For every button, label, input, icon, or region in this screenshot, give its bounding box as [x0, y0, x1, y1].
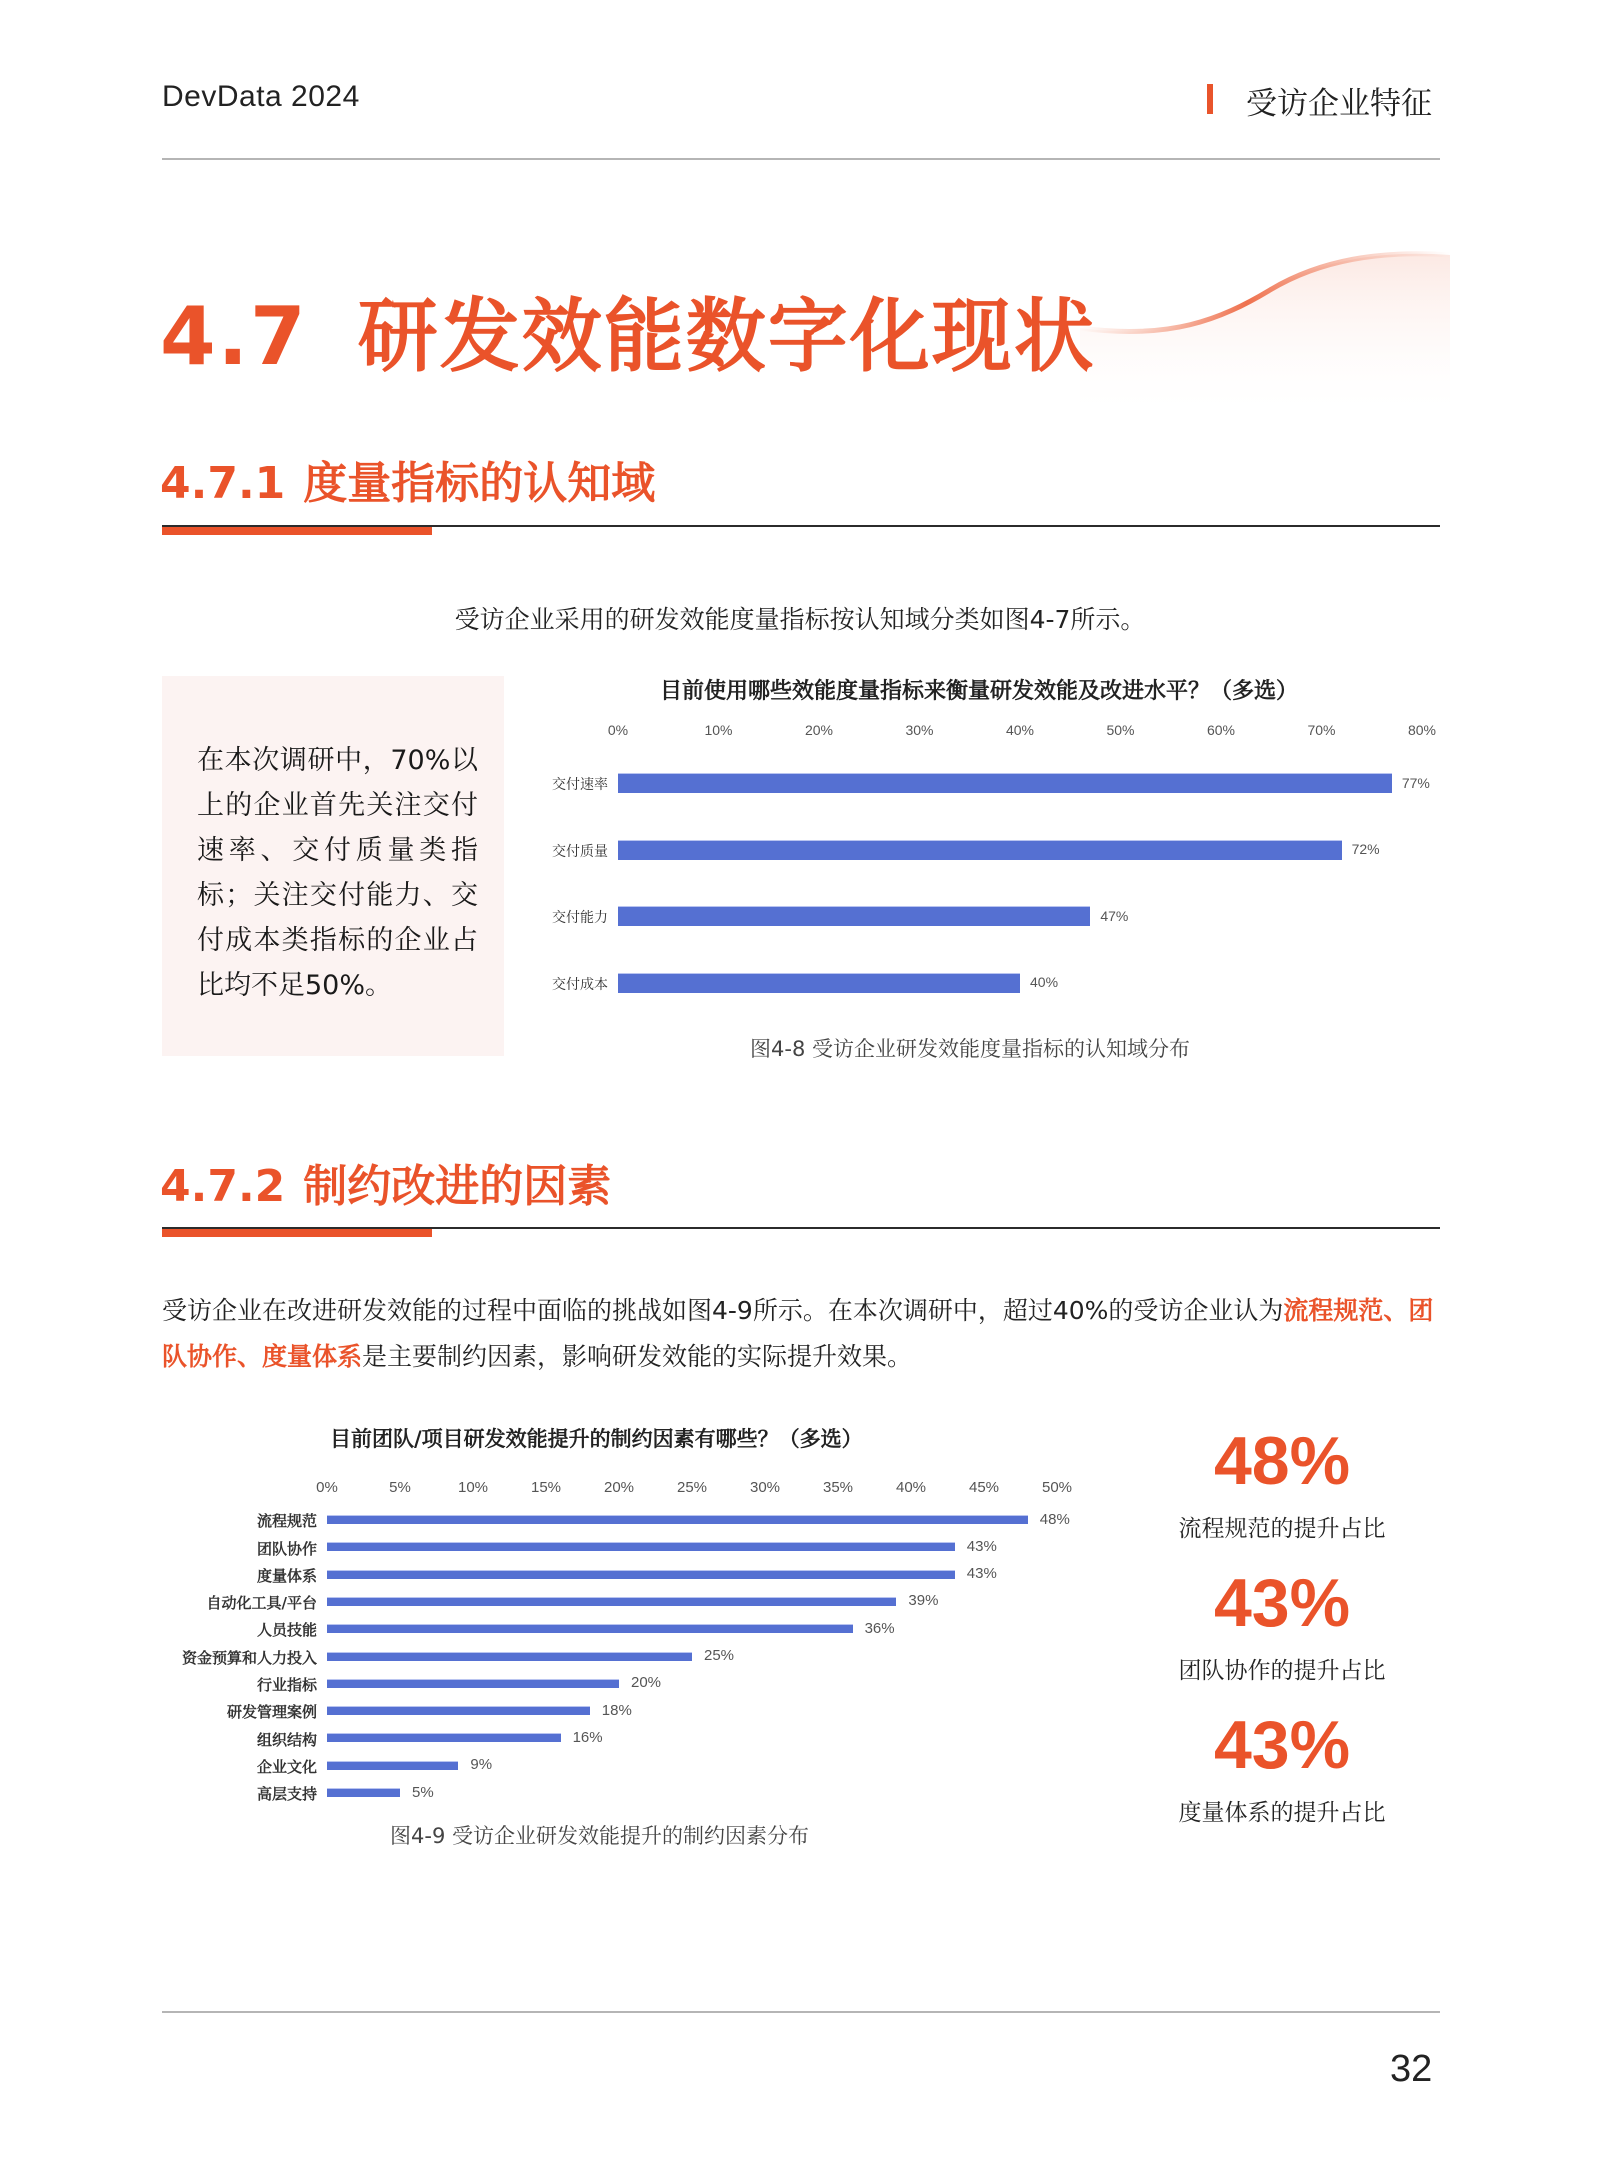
stat-label-metrics: 度量体系的提升占比	[1178, 1800, 1386, 1826]
value-label: 47%	[1100, 907, 1129, 924]
value-label: 18%	[601, 1701, 632, 1719]
bar	[327, 1788, 400, 1797]
value-label: 5%	[412, 1783, 434, 1801]
stat-value-process: 48%	[1213, 1423, 1351, 1499]
bar	[618, 773, 1392, 793]
x-axis-tick: 35%	[822, 1479, 854, 1496]
footer-divider	[162, 2011, 1440, 2013]
bar	[618, 906, 1090, 926]
x-axis-tick: 70%	[1307, 722, 1336, 738]
x-axis-tick: 10%	[704, 722, 733, 738]
section-2-accent-bar	[162, 1229, 432, 1237]
section-2-paragraph	[162, 1288, 1446, 1380]
section-heading-1	[160, 447, 655, 511]
section-heading-1-number: 4.7.1	[160, 458, 286, 509]
x-axis-tick: 40%	[895, 1479, 927, 1496]
bar	[327, 1515, 1028, 1524]
section-1-intro: 受访企业采用的研发效能度量指标按认知域分类如图4-7所示。	[454, 605, 1146, 634]
section-marker-bar	[1207, 84, 1213, 114]
stat-label-process: 流程规范的提升占比	[1178, 1516, 1386, 1542]
stat-value-metrics: 43%	[1213, 1707, 1351, 1783]
category-label: 高层支持	[256, 1785, 317, 1804]
value-label: 48%	[1039, 1510, 1070, 1528]
section-1-accent-bar	[162, 527, 432, 535]
category-label: 团队协作	[256, 1539, 317, 1558]
value-label: 43%	[966, 1537, 997, 1555]
x-axis-tick: 60%	[1206, 722, 1236, 738]
x-axis-tick: 40%	[1005, 722, 1035, 738]
report-brand: DevData 2024	[162, 80, 360, 113]
bar	[327, 1733, 561, 1742]
category-label: 自动化工具/平台	[206, 1594, 317, 1613]
page-title	[160, 272, 1096, 387]
category-label: 企业文化	[256, 1757, 317, 1776]
category-label: 研发管理案例	[226, 1703, 317, 1722]
bar	[327, 1597, 896, 1606]
value-label: 36%	[864, 1619, 895, 1637]
section-heading-2-number: 4.7.2	[160, 1161, 286, 1212]
bar	[618, 840, 1342, 860]
stat-label-team: 团队协作的提升占比	[1178, 1658, 1386, 1684]
section-heading-1-text: 度量指标的认知域	[303, 458, 656, 509]
decorative-swoosh-icon	[1060, 230, 1480, 430]
value-label: 72%	[1351, 841, 1380, 858]
value-label: 43%	[966, 1565, 997, 1583]
value-label: 9%	[470, 1756, 493, 1774]
bar	[327, 1570, 955, 1579]
x-axis-tick: 25%	[676, 1479, 708, 1496]
x-axis-tick: 20%	[804, 722, 834, 738]
bar	[327, 1652, 692, 1661]
category-label: 度量体系	[256, 1566, 317, 1585]
category-label: 交付质量	[552, 843, 608, 860]
running-section-title: 受访企业特征	[1246, 86, 1432, 122]
page-title-text: 研发效能数字化现状	[357, 290, 1096, 383]
bar	[327, 1542, 955, 1551]
x-axis-tick: 30%	[749, 1479, 781, 1496]
category-label: 交付成本	[552, 976, 608, 993]
bar	[327, 1761, 458, 1770]
x-axis-tick: 50%	[1041, 1479, 1073, 1496]
value-label: 25%	[704, 1647, 735, 1664]
category-label: 人员技能	[256, 1621, 317, 1640]
category-label: 交付能力	[552, 910, 608, 927]
x-axis-tick: 30%	[905, 722, 934, 738]
x-axis-tick: 0%	[316, 1479, 338, 1496]
x-axis-tick: 5%	[389, 1479, 411, 1496]
chart-2-caption: 图4-9 受访企业研发效能提升的制约因素分布	[390, 1824, 809, 1848]
stat-value-team: 43%	[1213, 1565, 1351, 1641]
chart-2-title: 目前团队/项目研发效能提升的制约因素有哪些？（多选）	[330, 1427, 863, 1451]
page-number: 32	[1390, 2048, 1433, 2090]
value-label: 20%	[631, 1674, 662, 1692]
bar	[327, 1624, 853, 1633]
bar	[618, 973, 1020, 993]
x-axis-tick: 80%	[1407, 722, 1437, 738]
bar	[327, 1679, 619, 1688]
x-axis-tick: 10%	[457, 1479, 489, 1496]
x-axis-tick: 45%	[968, 1479, 1000, 1496]
bar	[327, 1706, 590, 1715]
value-label: 16%	[572, 1728, 603, 1746]
paragraph-text-start: 受访企业在改进研发效能的过程中面临的挑战如图4-9所示。在本次调研中，超过40%的受访企业认为	[162, 1296, 1284, 1325]
category-label: 交付速率	[552, 777, 608, 794]
category-label: 流程规范	[256, 1512, 317, 1531]
category-label: 组织结构	[256, 1730, 317, 1749]
x-axis-tick: 20%	[603, 1479, 635, 1496]
value-label: 39%	[908, 1592, 939, 1610]
chart-1-caption: 图4-8 受访企业研发效能度量指标的认知域分布	[750, 1037, 1190, 1061]
x-axis-tick: 50%	[1106, 722, 1135, 738]
paragraph-highlight: 流程规范、团队协作、度量体系	[162, 1296, 1434, 1371]
x-axis-tick: 0%	[607, 722, 629, 738]
x-axis-tick: 15%	[530, 1479, 562, 1496]
category-label: 行业指标	[256, 1676, 317, 1694]
page-title-number: 4.7	[160, 290, 308, 383]
chart-1-title: 目前使用哪些效能度量指标来衡量研发效能及改进水平？（多选）	[660, 679, 1299, 704]
paragraph-text-end: 是主要制约因素，影响研发效能的实际提升效果。	[362, 1342, 913, 1371]
callout-box	[162, 676, 504, 1056]
section-heading-2-text: 制约改进的因素	[303, 1161, 612, 1212]
value-label: 40%	[1030, 974, 1059, 991]
header-divider	[162, 158, 1440, 160]
value-label: 77%	[1401, 774, 1430, 791]
callout-text: 在本次调研中，70%以上的企业首先关注交付速率、交付质量类指标；关注交付能力、交付成本类指标的企业占比均不足50%。	[197, 745, 478, 1001]
section-heading-2	[160, 1150, 611, 1214]
category-label: 资金预算和人力投入	[181, 1648, 317, 1667]
